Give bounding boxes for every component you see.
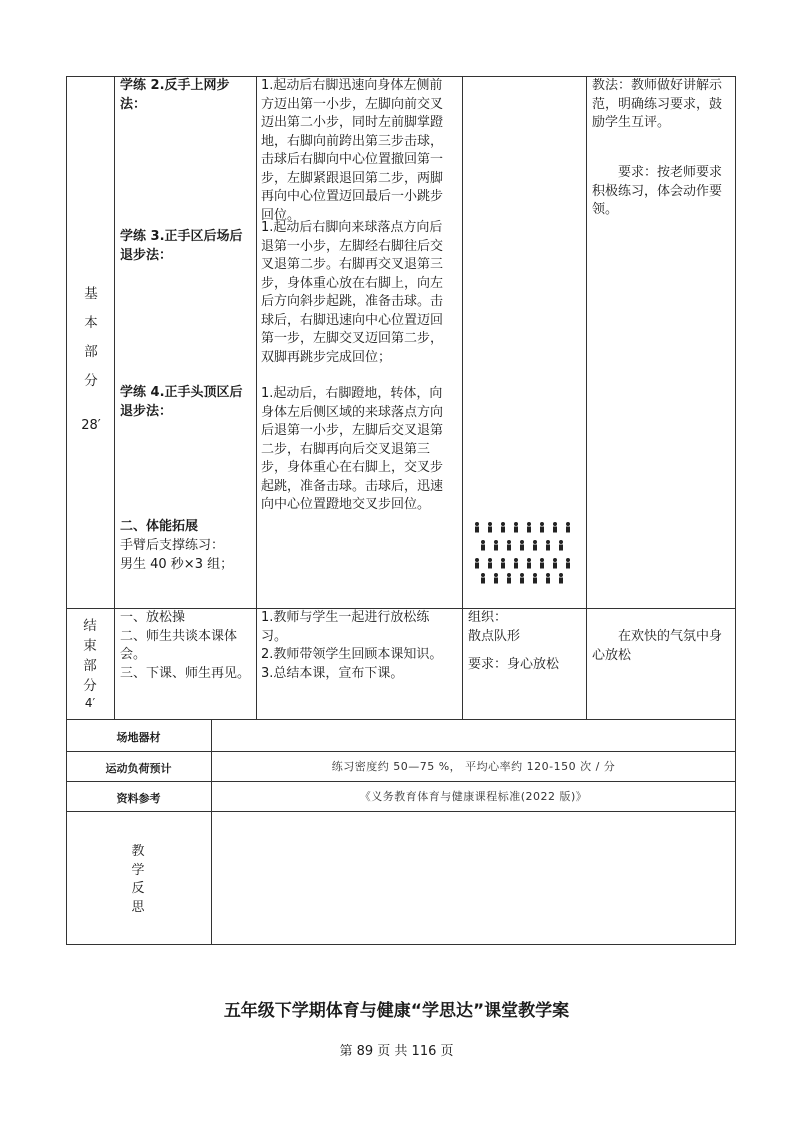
student-figure-icon xyxy=(520,573,524,584)
item-4-steps: 1.起动后，右脚蹬地，转体，向身体左后侧区域的来球落点方向后退第一小步，左脚后交叉退第二步，右脚再向后交叉退第三步，身体重心在右脚上，交叉步起跳，准备击球。击球后，迅速向中心位置蹬地交叉步回位。 xyxy=(261,386,444,512)
student-figure-icon xyxy=(553,522,557,533)
label-char: 反 xyxy=(131,881,145,896)
student-figure-icon xyxy=(501,558,505,569)
ref-reflection-divider xyxy=(66,811,736,812)
end-content-item: 一、放松操 xyxy=(120,610,186,625)
load-ref-divider xyxy=(66,781,736,782)
student-figure-icon xyxy=(540,558,544,569)
end-content-item: 二、师生共谈本课体会。 xyxy=(120,628,238,662)
end-step-item: 1.教师与学生一起进行放松练习。 xyxy=(261,610,430,644)
item-4-title: 学练 4.正手头顶区后退步法： xyxy=(120,385,243,419)
org-formation: 散点队形 xyxy=(468,628,521,644)
table-right-border xyxy=(735,76,736,944)
end-step-item: 3.总结本课，宣布下课。 xyxy=(261,665,404,681)
end-goal: 在欢快的气氛中身心放松 xyxy=(592,629,723,663)
student-figure-icon xyxy=(527,558,531,569)
student-figure-icon xyxy=(481,573,485,584)
student-figure-icon xyxy=(488,522,492,533)
item-3-steps: 1.起动后右脚向来球落点方向后退第一小步，左脚经右脚往后交叉退第二步。右脚再交叉退第三步，身体重心放在右脚上，向左后方向斜步起跳，准备击球。击球后，右脚迅速向中心位置迈回第一步，左脚交叉迈回第二步，双脚再跳步完成回位； xyxy=(261,220,444,365)
item-2-steps: 1.起动后右脚迅速向身体左侧前方迈出第一小步，左脚向前交叉迈出第二小步，同时左前脚掌蹬地，右脚向前跨出第三步击球，击球后右脚向中心位置撤回第一步，左脚紧跟退回第二步，两脚再向中心位置迈回最后一小跳步回位。 xyxy=(261,78,444,223)
table-bottom-border xyxy=(66,944,736,945)
student-figure-icon xyxy=(494,540,498,551)
table-left-border xyxy=(66,76,67,944)
end-steps xyxy=(261,609,455,683)
label-char: 结 xyxy=(83,618,97,634)
end-section-label xyxy=(78,616,102,710)
venue-load-divider xyxy=(66,751,736,752)
label-char: 分 xyxy=(83,678,97,694)
info-col-divider xyxy=(211,719,212,944)
fitness-title: 二、体能拓展 xyxy=(120,519,199,534)
end-organization xyxy=(468,609,584,675)
fitness-line-2: 男生 40 秒×3 组； xyxy=(120,557,234,572)
student-figure-icon xyxy=(494,573,498,584)
item-3-title: 学练 3.正手区后场后退步法： xyxy=(120,229,243,263)
end-info-divider xyxy=(66,719,736,720)
end-step-item: 2.教师带领学生回顾本课知识。 xyxy=(261,647,443,662)
label-char: 基 xyxy=(84,286,98,302)
student-figure-icon xyxy=(546,540,550,551)
student-figure-icon xyxy=(488,558,492,569)
reflection-label xyxy=(128,843,148,917)
student-figure-icon xyxy=(507,573,511,584)
student-figure-icon xyxy=(520,540,524,551)
org-title: 组织： xyxy=(468,610,508,625)
teaching-method: 教法：教师做好讲解示范，明确练习要求，鼓励学生互评。 xyxy=(592,78,723,130)
org-requirement: 要求：身心放松 xyxy=(468,657,560,672)
end-content xyxy=(120,609,252,683)
student-figure-icon xyxy=(475,558,479,569)
student-figure-icon xyxy=(559,540,563,551)
col-divider-2 xyxy=(256,76,257,719)
label-char: 思 xyxy=(131,899,145,915)
reference-value: 《义务教育体育与健康课程标准(2022 版)》 xyxy=(359,790,588,803)
col-divider-4 xyxy=(586,76,587,719)
end-content-item: 三、下课、师生再见。 xyxy=(120,665,251,681)
student-figure-icon xyxy=(514,522,518,533)
student-formation-figures xyxy=(470,518,580,586)
student-figure-icon xyxy=(514,558,518,569)
col-divider-1 xyxy=(114,76,115,719)
student-figure-icon xyxy=(566,558,570,569)
reference-label: 资料参考 xyxy=(116,792,161,805)
student-figure-icon xyxy=(546,573,550,584)
student-figure-icon xyxy=(507,540,511,551)
practice-requirement: 要求：按老师要求积极练习，体会动作要领。 xyxy=(592,165,723,217)
load-value: 练习密度约 50—75 %， 平均心率约 120-150 次 / 分 xyxy=(331,760,616,773)
student-figure-icon xyxy=(501,522,505,533)
label-char: 部 xyxy=(83,658,97,674)
main-section-time: 28′ xyxy=(81,418,101,433)
student-figure-icon xyxy=(553,558,557,569)
student-figure-icon xyxy=(533,540,537,551)
venue-label: 场地器材 xyxy=(116,731,161,744)
label-char: 束 xyxy=(83,638,97,654)
student-figure-icon xyxy=(475,522,479,533)
label-char: 学 xyxy=(131,862,145,878)
student-figure-icon xyxy=(540,522,544,533)
fitness-line-1: 手臂后支撑练习： xyxy=(120,538,225,553)
col-divider-3 xyxy=(462,76,463,719)
item-2-title: 学练 2.反手上网步法： xyxy=(120,78,230,112)
student-figure-icon xyxy=(481,540,485,551)
student-figure-icon xyxy=(527,522,531,533)
label-char: 部 xyxy=(84,344,98,360)
page-number: 第 89 页 共 116 页 xyxy=(339,1044,454,1059)
end-section-time: 4′ xyxy=(84,696,96,710)
load-label: 运动负荷预计 xyxy=(105,762,172,775)
label-char: 分 xyxy=(84,373,98,389)
document-title: 五年级下学期体育与健康“学思达”课堂教学案 xyxy=(223,1001,570,1021)
student-figure-icon xyxy=(533,573,537,584)
student-figure-icon xyxy=(566,522,570,533)
main-section-label xyxy=(81,280,101,396)
student-figure-icon xyxy=(559,573,563,584)
label-char: 教 xyxy=(131,844,145,859)
label-char: 本 xyxy=(84,315,98,331)
